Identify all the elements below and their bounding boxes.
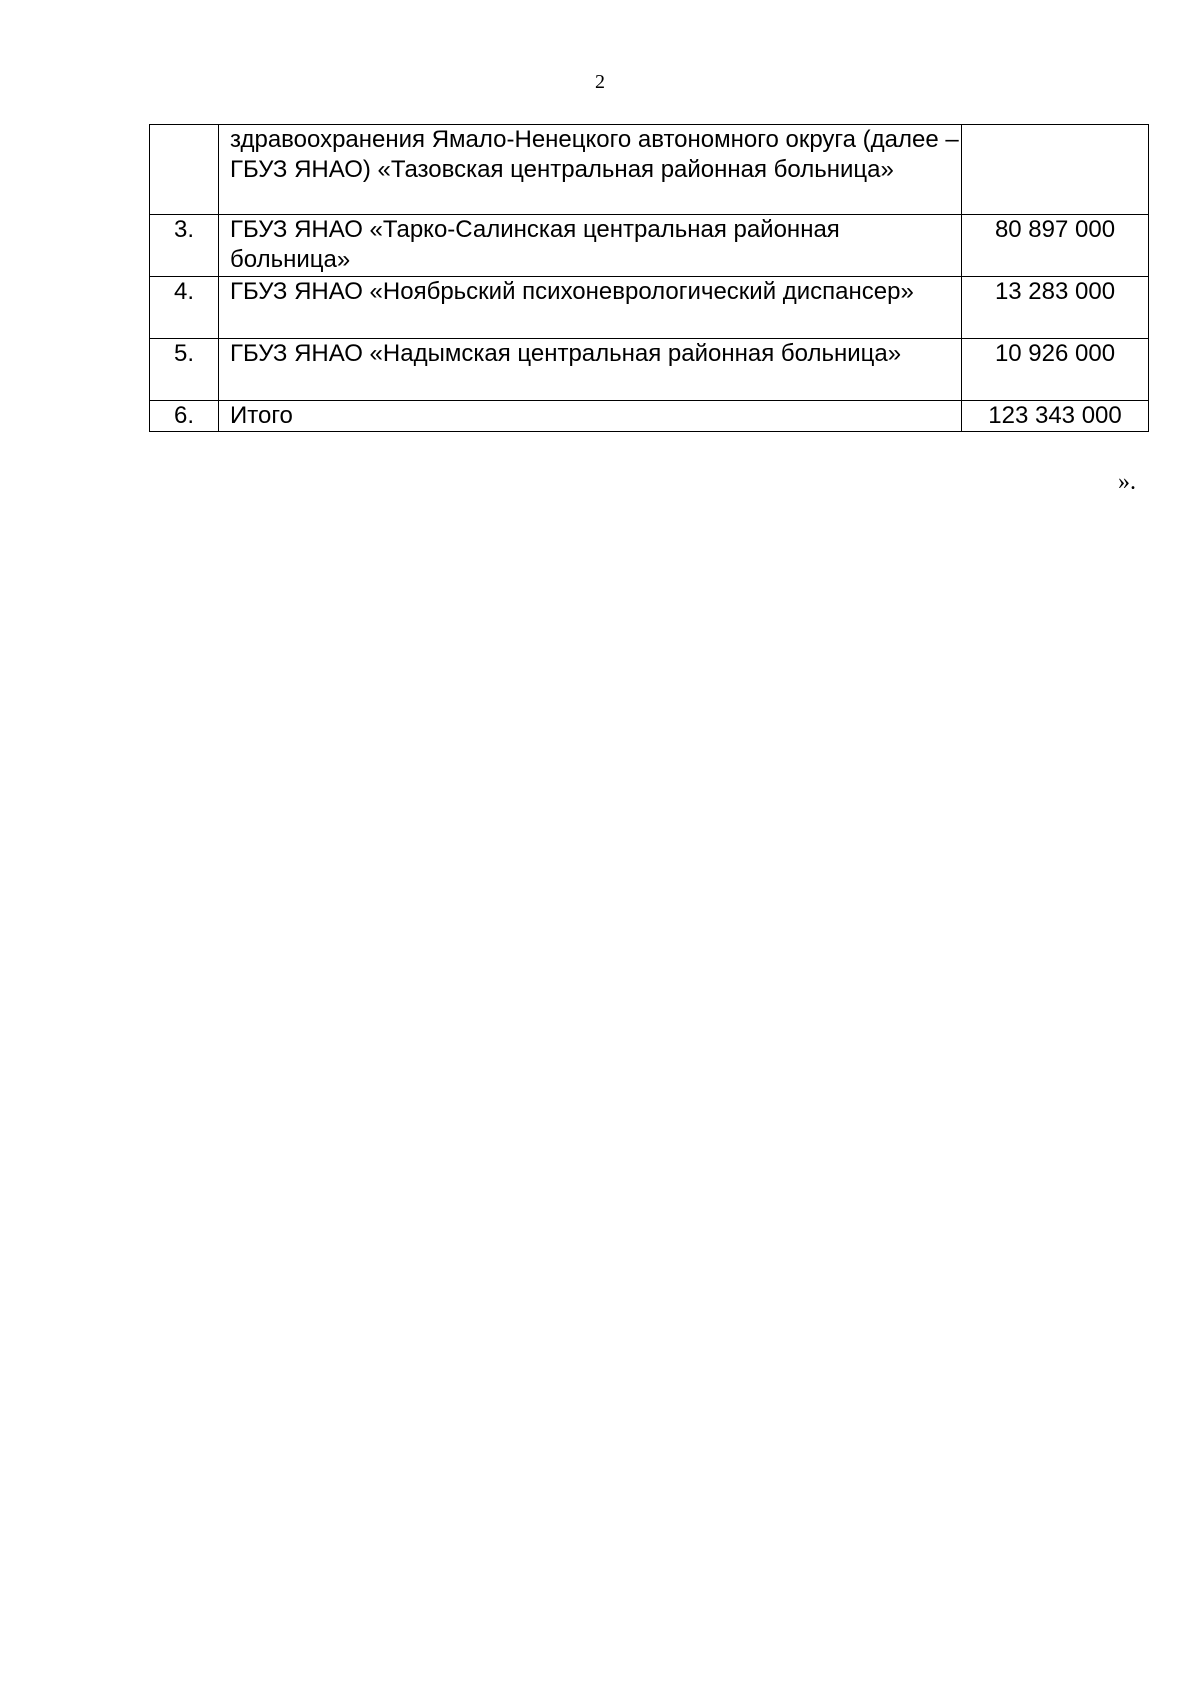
amount-cell: 10 926 000 <box>962 339 1149 401</box>
total-amount-cell: 123 343 000 <box>962 401 1149 432</box>
appropriation-table <box>149 124 1149 432</box>
table-row <box>150 339 1149 401</box>
row-number-cell: 5. <box>150 339 219 401</box>
total-label-cell: Итого <box>219 401 962 432</box>
table-row <box>150 215 1149 277</box>
institution-name-cell: здравоохранения Ямало-Ненецкого автономного округа (далее – ГБУЗ ЯНАО) «Тазовская центральная районная больница» <box>219 125 962 215</box>
table-row <box>150 125 1149 215</box>
row-number-cell: 6. <box>150 401 219 432</box>
table-row <box>150 401 1149 432</box>
amount-cell: 13 283 000 <box>962 277 1149 339</box>
row-number-cell <box>150 125 219 215</box>
row-number-cell: 3. <box>150 215 219 277</box>
institution-name-cell: ГБУЗ ЯНАО «Тарко-Салинская центральная районная больница» <box>219 215 962 277</box>
closing-quote-mark: ». <box>1118 469 1136 495</box>
row-number-cell: 4. <box>150 277 219 339</box>
page-number: 2 <box>595 71 605 93</box>
institution-name-cell: ГБУЗ ЯНАО «Надымская центральная районная больница» <box>219 339 962 401</box>
amount-cell <box>962 125 1149 215</box>
amount-cell: 80 897 000 <box>962 215 1149 277</box>
table-row <box>150 277 1149 339</box>
institution-name-cell: ГБУЗ ЯНАО «Ноябрьский психоневрологический диспансер» <box>219 277 962 339</box>
